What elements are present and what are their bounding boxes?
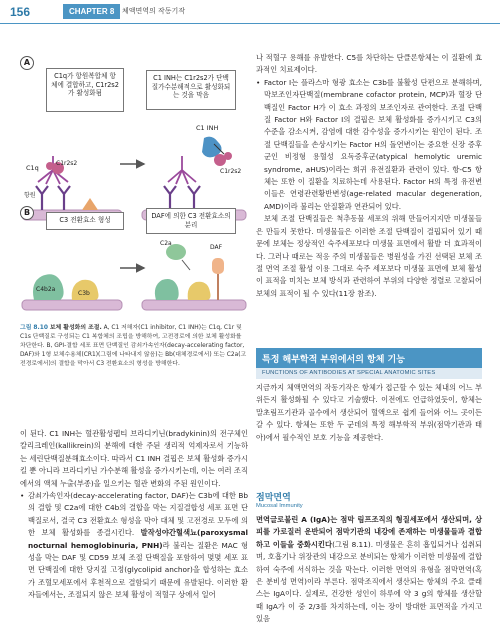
right-bullet-factor-i: • Factor I는 플라스마 형광 효소는 C3b를 불활성 단편으로 분해하며, 막보조인자단백질(membrane cofactor protein, MCP)과 혈장 단백질인 Factor H가 이 효소 과정의 보조인자로 관여한다. 조절 단백질 Factor H와 Factor I의 결핍은 보체 활성화를 증가시키고 C3의 수준을 감소시켜, 감염에 대한 감수성을 증가시키는 원인이 된다. 조절 단백질들을 손상시키는 Factor H의 돌연변이는 중요한 신장 증후군인 비정형 용혈성 요독증후군(atypical hemolytic uremic syndrome, aHUS)이라는 희귀 유전질환과 관련이 있다. 항-C5 항체는 또한 이 질환을 치료하는데 사용된다. Factor H의 특정 유전변이들은 연령관련황반변성(age-related macular degeneration, AMD)이라 불리는 안질환과 연관되어 있다. (256, 77, 482, 211)
label-daf: DAF (210, 244, 223, 251)
chapter-title: 체액면역의 작동기작 (122, 7, 186, 15)
caption-title: 보체 활성화의 조절. (49, 325, 102, 331)
caption-id: 그림 8.10 (20, 325, 48, 331)
panel-b-left-box: C3 전환효소 형성 (46, 212, 124, 230)
c3b-right-shape (188, 282, 211, 300)
label-c1r2s2-right: C1r2s2 (220, 168, 242, 175)
panel-a-right-box: C1 INH는 C1r2s2가 단백질가수분해적으로 활성화되는 것을 막음 (146, 70, 236, 110)
subsection-subtitle: Mucosal Immunity (256, 503, 303, 509)
antibodies-right (164, 186, 200, 210)
right-paragraph-3: 보체 조절 단백질들은 척추동물 세포의 위해 만들어지지만 미생물들은 만들지 못한다. 미생물들은 이러한 조절 단백질이 결핍되어 있기 때문에 보체는 정상적인 숙주세포보다 미생물 표면에서 활발 더 효과적이다. 그러나 때로는 적응 주의 미생물들은 병원성을 가진 선택된 보체 조절 면역 조절 활성 이용 그대로 숙주 세포보다 미생물 표면에 보체 활성이 표적을 미치는 보체 방식과 관련하여 부위의 다양한 정렬로 고찰되어 보체의 표적이 될 수 있다(11장 참조). (256, 214, 482, 298)
antigen-shape (82, 198, 98, 210)
section-subtitle: FUNCTIONS OF ANTIBODIES AT SPECIAL ANATOMIC SITES (256, 368, 482, 379)
right-paragraph-1: 나 적혈구 용해를 유발한다. C5를 차단하는 단클론항체는 이 질환에 효과적인 치료제이다. (256, 53, 482, 75)
label-c2a: C2a (160, 240, 172, 247)
left-column-text (20, 428, 248, 602)
page-header (0, 0, 500, 24)
panel-b-right-box: DAF에 의한 C3 전환효소의 분리 (146, 208, 236, 234)
label-c1inh: C1 INH (196, 124, 219, 132)
section-title: 특정 해부학적 부위에서의 항체 기능 (256, 348, 482, 368)
subsection-title: 점막면역 (256, 493, 291, 503)
antibodies-left (36, 186, 70, 210)
iga-bold-text: 면역글로불린 A (IgA)는 점막 림프조직의 형질세포에서 생산되며, 상피를 가로질러 운반되어 점막기관의 내강에 존재하는 미생물들과 결합하고 이들을 중화시킨다 (256, 515, 482, 549)
figure-8-10 (20, 56, 248, 318)
panel-b-letter: B (20, 206, 34, 220)
right-column-bottom (256, 514, 482, 626)
left-paragraph-1: 이 된다. C1 INH는 혈관활성펩티 브라디키닌(bradykinin)의 전구체인 칼리크레인(kallikrein)의 분해에 대한 주된 생리적 억제자로서 기능하는 세린단백질분해효소이다. 따라서 C1 INH 결핍은 보체 활성화 증가시킬 뿐 아니라 브라디키닌 가수분해 활성을 증가시키는데, 이는 여러 조직에서의 액체 누출(부종)을 일으키는 혈관 변화의 주된 원인이다. (20, 429, 248, 488)
page-number: 156 (10, 5, 31, 19)
left-bullet-daf: • 감쇠가속인자(decay-accelerating factor, DAF)는 C3b에 대한 Bb의 결합 및 C2a에 대한 C4b의 결합을 막는 지질결합성 세포 표면 단백질로서, 결국 C3 전환효소 형성을 막아 대체 및 고전경로 모두에 의한 보체 활성화를 종결시킨다. 발작성야간혈색뇨(paroxysmal nocturnal hemoglobinuria, PNH)라 불리는 질환은 MAC 형성을 막는 DAF 및 CD59 보체 조절 단백질을 포함하여 몇몇 세포 표면 단백질에 대한 당지질 고정(glycolipid anchor)을 합성하는 효소가 조혈모세포에서 후천적으로 결함되기 때문에 유발된다. 이러한 환자들에서는, 조절되지 않은 보체 활성이 적혈구 상에서 일어 (20, 491, 248, 600)
label-c4b2a: C4b2a (36, 286, 56, 293)
header-rule (0, 23, 500, 24)
right-column-top (256, 52, 482, 300)
label-c1q: C1q (26, 164, 39, 172)
panel-a-letter: A (20, 56, 34, 70)
caption-text: A, C1 저해자(C1 inhibitor, C1 INH)는 C1q, C1r 및 C1s 단백질로 구성되는 C1 복합체의 조립을 방해하여, 고전경로에 의한 보체 활성화를 차단한다. B, GPI-결합 세포 표면 단백질인 감쇠가속인자(decay-accelerating factor, DAF)와 1형 보체수용체(CR1)(그림에 나타내지 않음)는 Bb(대체경로에서) 또는 C2a(고전경로에서)의 결합을 막아서 C3 전환효소의 형성을 방해한다. (20, 325, 247, 368)
pnh-term: 발작성야간혈색뇨(paroxysmal nocturnal hemoglobinuria, PNH) (28, 528, 248, 550)
label-c3b: C3b (78, 290, 90, 297)
chapter-label: CHAPTER 8 (63, 4, 120, 19)
bullet-dot: • (20, 491, 25, 501)
daf-shape (212, 258, 224, 300)
figure-caption (20, 324, 248, 369)
section-paragraph: 지금까지 체액면역의 작동기작은 항체가 접근할 수 있는 체내의 어느 부위든지 활성화될 수 있다고 기술했다. 이전에도 언급하였듯이, 항체는 말초림프기관과 골수에서 생산되어 혈액으로 쉽게 들어와 어느 곳이든 갈 수 있다. 항체는 또한 두 군데의 특정 해부학적 부위(점막기관과 태아)에서 필수적인 보호 기능을 제공한다. (256, 383, 482, 442)
iga-paragraph: 면역글로불린 A (IgA)는 점막 림프조직의 형질세포에서 생산되며, 상피를 가로질러 운반되어 점막기관의 내강에 존재하는 미생물들과 결합하고 이들을 중화시킨다(그림 8.11). 미생물은 흔히 흡입되거나 섭취되며, 호흡기나 위장관의 내강으로 분비되는 항체가 이러한 미생물에 결합하여 숙주에 서식하는 것을 막는다. 이러한 면역의 유형을 점막면역(혹은 분비성 면역)이라 부른다. 점막조직에서 생산되는 항체의 주요 클래스는 IgA이다. 실제로, 건강한 성인이 하루에 약 3 g의 항체를 생산할 때 IgA가 이 중 2/3를 차지하는데, 이는 장이 방대한 표면적을 가지고 있음 (256, 515, 482, 624)
label-antigen: 항원 (24, 192, 36, 199)
label-c1r2s2-left: C1r2s2 (56, 160, 78, 167)
right-column-mid (256, 382, 482, 444)
panel-a-left-box: C1q가 항원복합체 항체에 결합하고, C1r2s2가 활성화됨 (46, 68, 124, 112)
c4b-shape (155, 279, 179, 300)
